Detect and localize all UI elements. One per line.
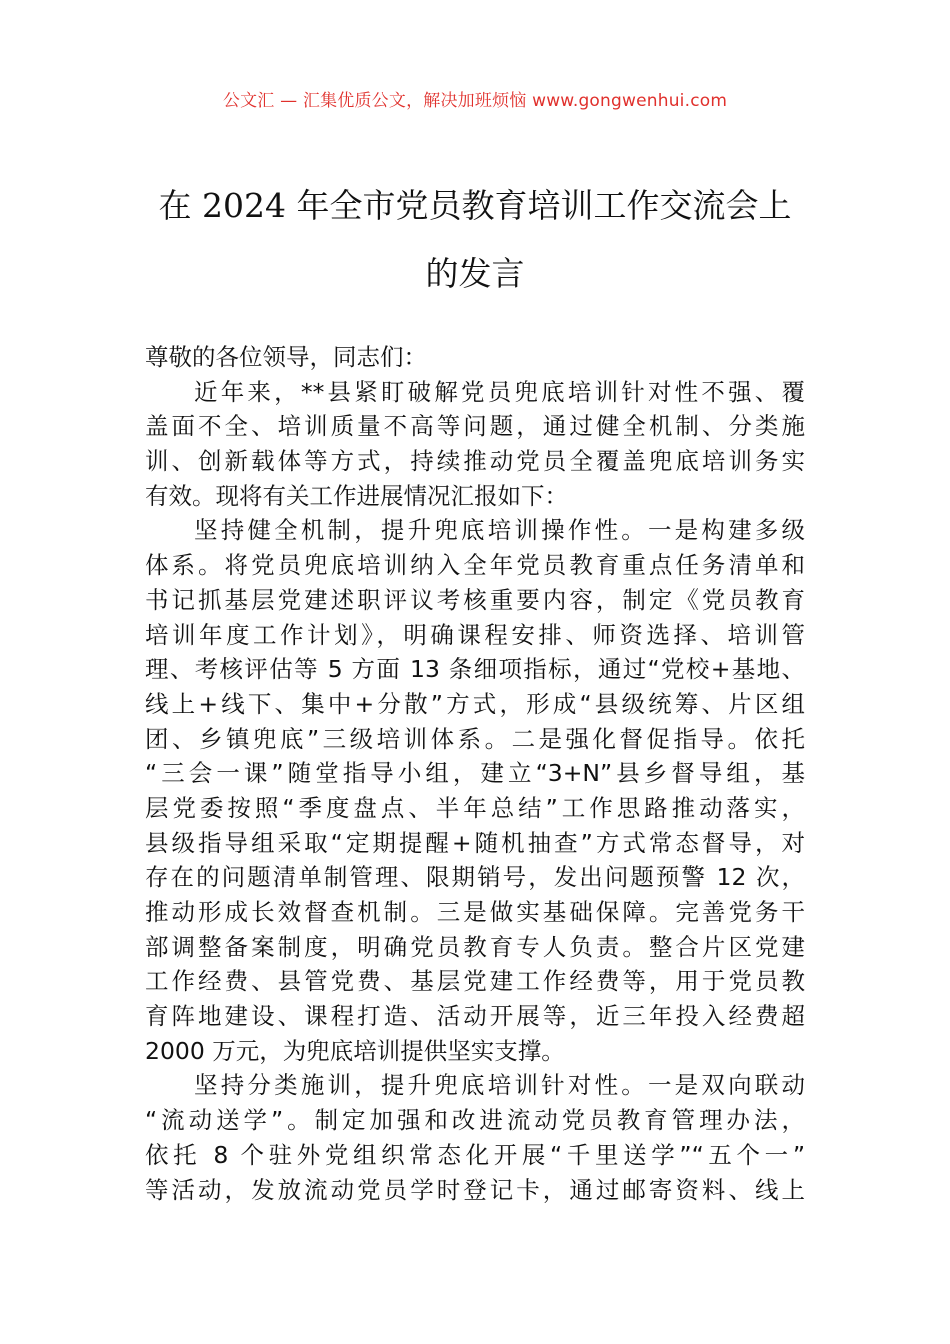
text-line: 依托 8 个驻外党组织常态化开展“千里送学”“五个一”	[145, 1140, 805, 1169]
text-line: 层党委按照“季度盘点、半年总结”工作思路推动落实，	[145, 793, 805, 822]
text-line: 理、考核评估等 5 方面 13 条细项指标，通过“党校+基地、	[145, 655, 805, 684]
text-line: 体系。将党员兜底培训纳入全年党员教育重点任务清单和	[145, 551, 805, 580]
text-line: 线上+线下、集中+分散”方式，形成“县级统筹、片区组	[145, 689, 805, 718]
paragraph	[145, 1068, 805, 1207]
paragraph	[145, 375, 805, 514]
paragraph	[145, 513, 805, 1068]
text-line: “流动送学”。制定加强和改进流动党员教育管理办法，	[145, 1106, 805, 1135]
text-line: “三会一课”随堂指导小组，建立“3+N”县乡督导组，基	[145, 759, 805, 788]
text-line: 近年来，**县紧盯破解党员兜底培训针对性不强、覆	[194, 377, 805, 406]
text-line: 等活动，发放流动党员学时登记卡，通过邮寄资料、线上	[145, 1175, 805, 1204]
paragraph	[145, 340, 805, 375]
text-line: 存在的问题清单制管理、限期销号，发出问题预警 12 次，	[145, 863, 805, 892]
document-title-line-1: 在 2024 年全市党员教育培训工作交流会上	[158, 186, 792, 225]
text-line: 推动形成长效督查机制。三是做实基础保障。完善党务干	[145, 898, 805, 926]
text-line: 育阵地建设、课程打造、活动开展等，近三年投入经费超	[145, 1002, 805, 1031]
text-line: 工作经费、县管党费、基层党建工作经费等，用于党员教	[145, 967, 805, 996]
text-line: 有效。现将有关工作进展情况汇报如下：	[145, 481, 568, 510]
text-line: 坚持健全机制，提升兜底培训操作性。一是构建多级	[194, 516, 805, 545]
text-line: 2000 万元，为兜底培训提供坚实支撑。	[145, 1036, 565, 1065]
text-line: 部调整备案制度，明确党员教育专人负责。整合片区党建	[145, 932, 805, 961]
watermark-header: 公文汇 — 汇集优质公文，解决加班烦恼 www.gongwenhui.com	[222, 91, 728, 111]
text-line: 训、创新载体等方式，持续推动党员全覆盖兜底培训务实	[145, 447, 805, 476]
text-line: 团、乡镇兜底”三级培训体系。二是强化督促指导。依托	[145, 724, 805, 753]
text-line: 盖面不全、培训质量不高等问题，通过健全机制、分类施	[145, 412, 805, 441]
text-line: 书记抓基层党建述职评议考核重要内容，制定《党员教育	[145, 585, 805, 614]
document-title-line-2: 的发言	[425, 254, 525, 293]
document-body	[145, 340, 805, 1207]
text-line: 县级指导组采取“定期提醒+随机抽查”方式常态督导，对	[145, 828, 805, 857]
text-line: 尊敬的各位领导，同志们：	[145, 343, 427, 371]
text-line: 坚持分类施训，提升兜底培训针对性。一是双向联动	[194, 1071, 805, 1100]
text-line: 培训年度工作计划》，明确课程安排、师资选择、培训管	[145, 620, 805, 649]
